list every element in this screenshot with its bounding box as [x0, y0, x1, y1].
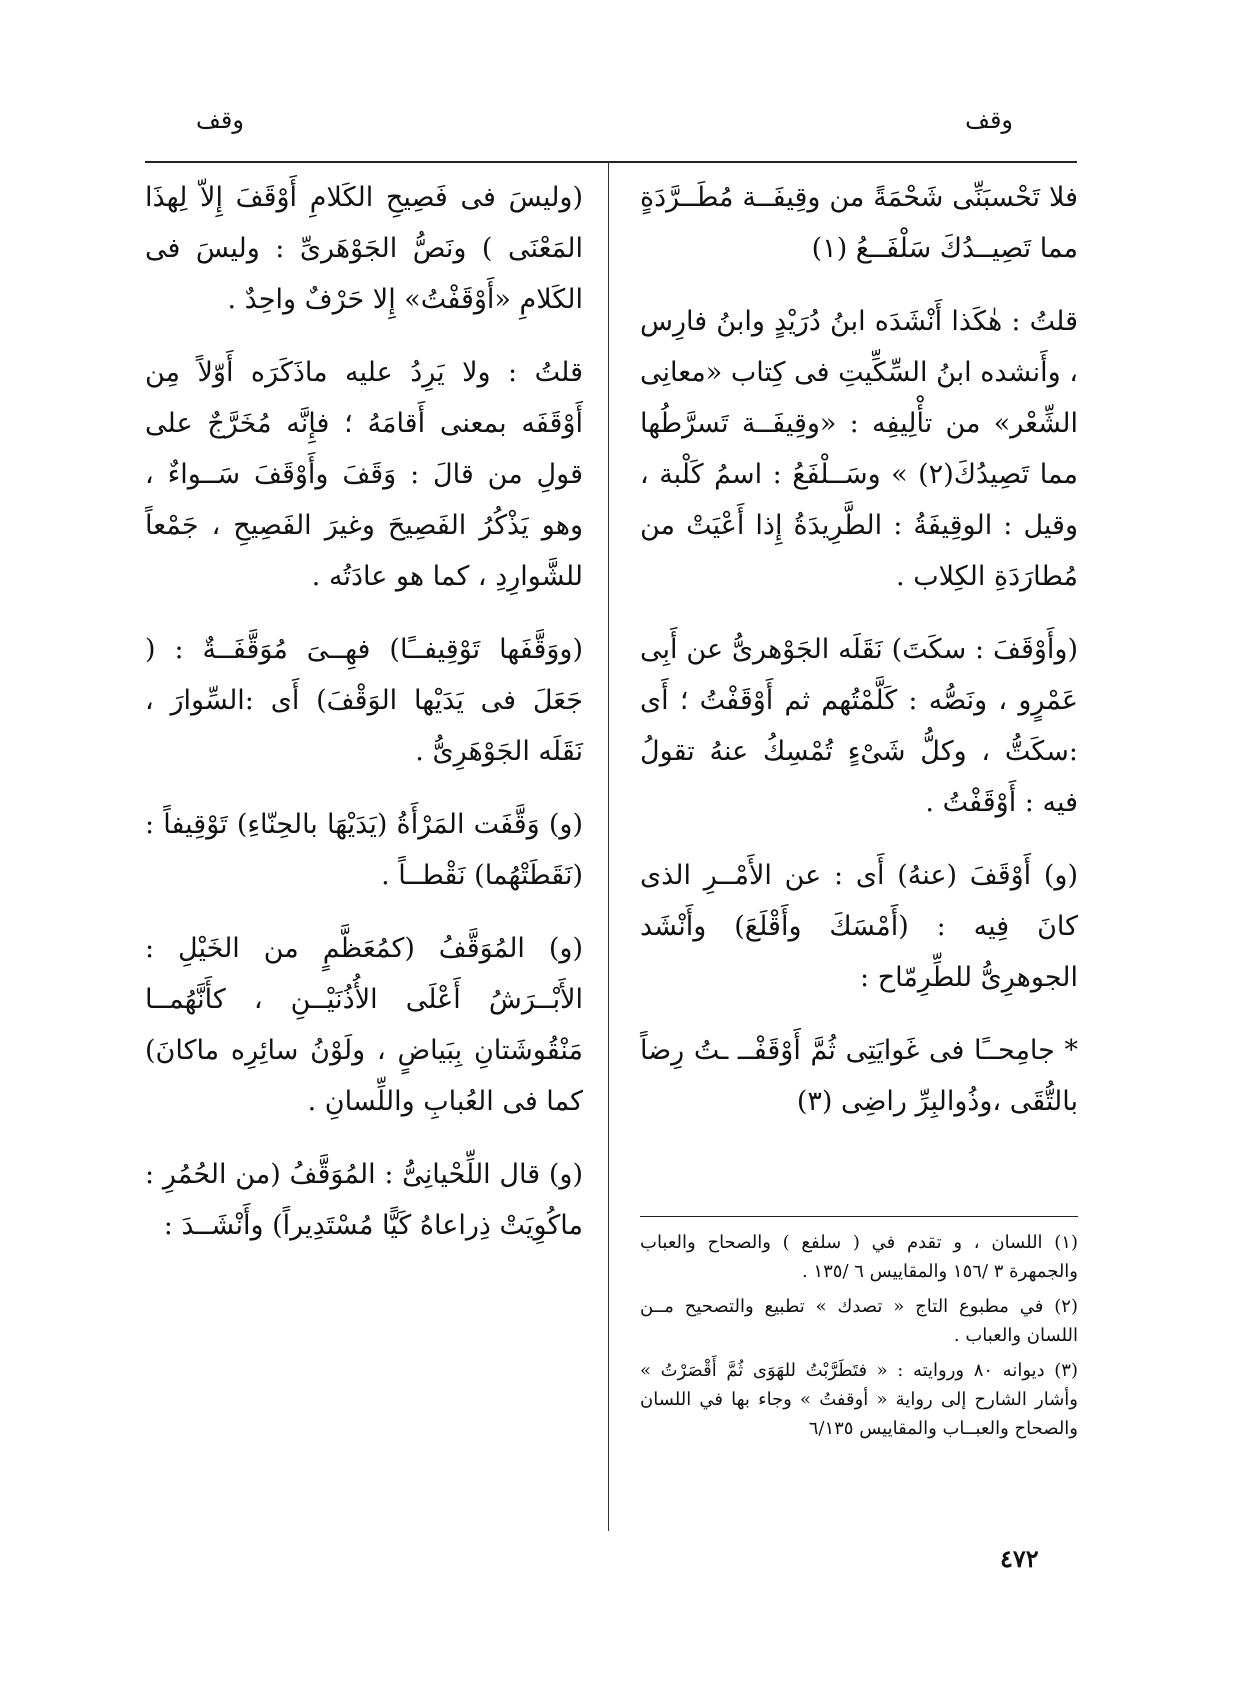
running-header-right: وقف [965, 106, 1013, 134]
verse-1-line-1: فلا تَحْسبَنِّى شَحْمَةً من وقِيفَــة [742, 182, 1078, 213]
left-column [145, 172, 583, 1273]
header-rule [145, 161, 1077, 163]
left-paragraph-2: قلتُ : ولا يَرِدُ عليه ماذَكَرَه أَوّلاً مِن أَوْقَفَه بمعنى أَقامَهُ ؛ فإِنَّه مُخَرَّجٌ على قولِ من قالَ : وَقَفَ وأَوْقَفَ سَــواءٌ ، وهو يَذْكُرُ الفَصِيحَ وغيرَ الفَصِيحِ ، جَمْعاً للشَّوارِدِ ، كما هو عادَتُه . [145, 357, 583, 592]
running-header-left: وقف [196, 106, 244, 134]
right-column [640, 172, 1078, 1149]
left-paragraph-4: (و) وَقَّفَت المَرْأَةُ (يَدَيْهَا بالحِنّاءِ) تَوْقِيفاً : (نَقَطَتْهُما) نَقْطــاً . [145, 809, 583, 891]
right-paragraph-3: (و) أَوْقَفَ (عنهُ) أَى : عن الأَمْــرِ الذى كانَ فِيه : (أَمْسَكَ وأَقْلَعَ) وأَنْشَد الجوهرِىُّ للطِّرِمّاح : [640, 860, 1078, 993]
verse-1 [640, 172, 1078, 274]
verse-2-line-2: ـتُ رِضاً بالتُّقَى ،وذُوالبِرِّ راضِى (٣) [640, 1035, 1078, 1117]
footnote-1: (١) اللسان ، و تقدم في ( سلفع ) والصحاح والعباب والجمهرة ٣ /١٥٦ والمقاييس ٦ /١٣٥ . [640, 1232, 1078, 1282]
verse-1-line-2: مُطَــرَّدَةٍ مما تَصِيــدُكَ سَلْفَــعُ (١) [640, 182, 1078, 264]
footnote-rule [640, 1216, 1078, 1217]
column-divider [608, 161, 609, 1531]
left-paragraph-3: (ووَقَّفَها تَوْقِيفــًا) فهِــىَ مُوَقَّفَــةٌ : ( جَعَلَ فى يَدَيْها الوَقْفَ) أَى :السِّوارَ ، نَقَلَه الجَوْهَرِىُّ . [145, 634, 583, 767]
right-paragraph-1: قلتُ : هٰكَذا أَنْشَدَه ابنُ دُرَيْدٍ وابنُ فارِس ، وأَنشده ابنُ السِّكِّيتِ فى كِتاب «معانِى الشِّعْر» من تأْلِيفِه : «وقِيفَــة تَسرَّطُها مما تَصِيدُكَ(٢) » وسَــلْفَعُ : اسمُ كَلْبة ، وقيل : الوقِيفَةُ : الطَّرِيدَةُ إِذا أَعْيَتْ من مُطارَدَةِ الكِلاب . [640, 306, 1078, 592]
verse-2 [640, 1025, 1078, 1127]
right-paragraph-2: (وأَوْقَفَ : سكَتَ) نَقَلَه الجَوْهرىُّ عن أَبِى عَمْرٍو ، ونَصُّه : كَلَّمْتُهم ثم أَوْقَفْتُ ؛ أَى :سكَتُّ ، وكلُّ شَىْءٍ تُمْسِكُ عنهُ تقولُ فيه : أَوْقَفْتُ . [640, 634, 1078, 818]
footnotes [640, 1228, 1078, 1449]
left-paragraph-6: (و) قال اللِّحْيانِىُّ : المُوَقَّفُ (من الحُمُرِ : ماكُوِيَتْ ذِراعاهُ كَيًّا مُسْتَدِيراً) وأَنْشَــدَ : [145, 1159, 583, 1241]
page-number: ٤٧٢ [1000, 1544, 1039, 1573]
footnote-3: (٣) ديوانه ٨٠ وروايته : « فتَطَرَّبْتُ للهَوَى ثُمَّ أَقْصَرْتُ » وأشار الشارح إلى رواية « أوقفتُ » وجاء بها في اللسان والصحاح والعبــاب والمقاييس ٦/١٣٥ [640, 1360, 1078, 1439]
left-paragraph-1: (وليسَ فى فَصِيحِ الكَلامِ أَوْقَفَ إِلاّ لِهذَا المَعْنَى ) ونَصُّ الجَوْهَرىِّ : وليسَ فى الكَلامِ «أَوْقَفْتُ» إِلا حَرْفٌ واحِدٌ . [145, 182, 583, 315]
footnote-2: (٢) في مطبوع التاج « تصدك » تطبيع والتصحيح مــن اللسان والعباب . [640, 1296, 1078, 1346]
left-paragraph-5: (و) المُوَقَّفُ (كمُعَظَّمٍ من الخَيْلِ : الأَبْــرَشُ أَعْلَى الأُذُنَيْــنِ ، كأَنَّهُمــا مَنْقُوشَتانِ بِبَياضٍ ، ولَوْنُ سائِرِه ماكانَ) كما فى العُبابِ واللِّسانِ . [145, 933, 583, 1117]
verse-2-line-1: * جامِحــًا فى غَوايَتِى ثُمَّ أَوْقَفْــ [737, 1035, 1078, 1066]
